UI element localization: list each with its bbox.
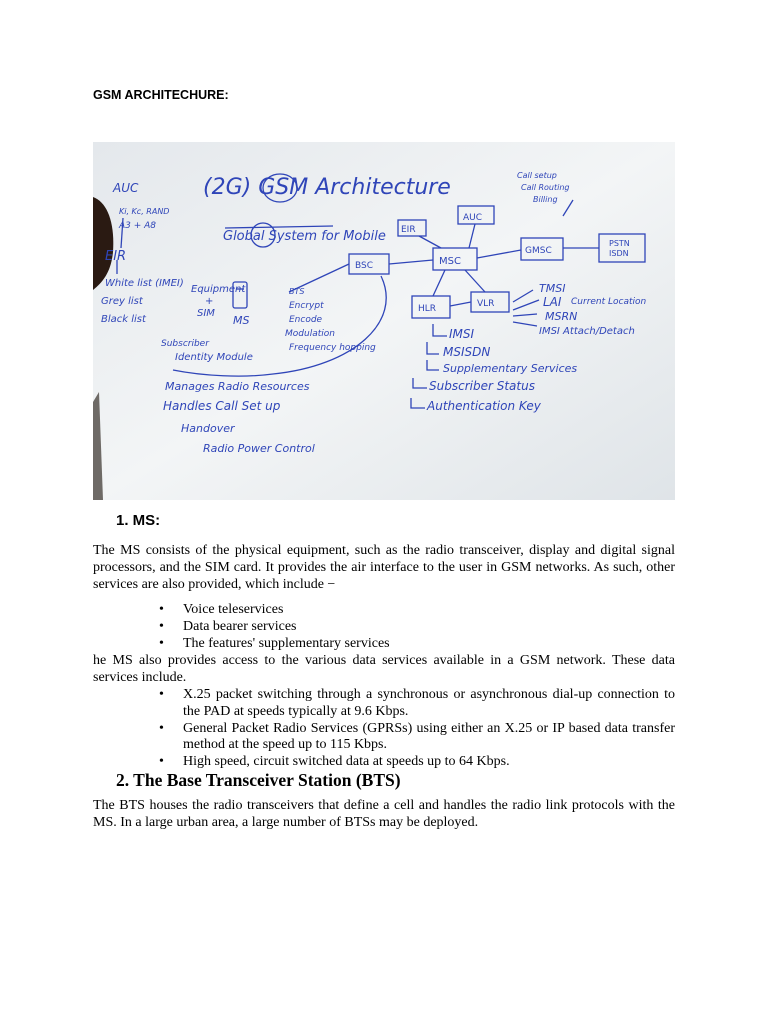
- bsc-note: Handover: [181, 422, 235, 435]
- hlr-note: IMSI: [449, 327, 475, 341]
- section1-paragraph: The MS consists of the physical equipment, such as the radio transceiver, display and digital signal processors, and the SIM card. It provides the air interface to the user in GSM networks. As such, other services are also provided, which include −: [93, 543, 675, 592]
- bts-note: Encrypt: [289, 301, 324, 311]
- msc-note: Call Routing: [521, 183, 570, 192]
- hlr-note: Authentication Key: [427, 399, 541, 413]
- list-item: • General Packet Radio Services (GPRSs) using either an X.25 or IP based data transfer method at the speed up to 115 Kbps.: [93, 721, 675, 755]
- bts-note: Encode: [289, 315, 323, 325]
- auc-note: A3 + A8: [119, 221, 157, 231]
- sim-note: Identity Module: [175, 352, 253, 363]
- equipment-note: SIM: [197, 308, 215, 319]
- vlr-note: LAI: [543, 295, 562, 309]
- document-title: GSM ARCHITECHURE:: [93, 88, 229, 102]
- eir-note: Grey list: [101, 296, 143, 307]
- eir-left-label: EIR: [105, 249, 127, 264]
- bsc-note: Handles Call Set up: [163, 399, 281, 413]
- auc-node: AUC: [463, 213, 483, 223]
- equipment-note: +: [205, 296, 214, 307]
- hlr-note: Supplementary Services: [443, 362, 578, 375]
- section2-heading: 2. The Base Transceiver Station (BTS): [116, 770, 401, 790]
- section1-bullet-list-2: [93, 687, 675, 771]
- board-subheading: Global System for Mobile: [223, 229, 386, 244]
- board-heading: (2G) GSM Architecture: [203, 175, 451, 200]
- hlr-node: HLR: [418, 304, 437, 314]
- msc-node: MSC: [439, 256, 461, 267]
- vlr-note: MSRN: [545, 310, 578, 323]
- hlr-note: MSISDN: [443, 345, 491, 359]
- msc-note: Call setup: [517, 171, 557, 180]
- bsc-node: BSC: [355, 261, 374, 271]
- eir-note: White list (IMEI): [105, 278, 184, 289]
- bsc-note: Radio Power Control: [203, 442, 315, 455]
- isdn-node: ISDN: [609, 249, 629, 258]
- section1-paragraph-2: he MS also provides access to the various data services available in a GSM network. These data services include.: [93, 653, 675, 685]
- list-item: • X.25 packet switching through a synchronous or asynchronous dial-up connection to the PAD at speeds typically at 9.6 Kbps.: [93, 687, 675, 721]
- list-item: • The features' supplementary services: [93, 636, 675, 653]
- equipment-note: Equipment: [191, 284, 246, 295]
- gmsc-node: GMSC: [525, 246, 552, 256]
- list-item: • Data bearer services: [93, 619, 675, 636]
- auc-note: Ki, Kc, RAND: [119, 207, 170, 216]
- bts-note: BTS: [289, 287, 305, 296]
- ms-label: MS: [233, 314, 250, 327]
- section1-heading: 1. MS:: [116, 512, 161, 529]
- bts-note: Frequency hopping: [289, 343, 376, 353]
- msc-note: Billing: [533, 195, 558, 204]
- eir-note: Black list: [101, 314, 146, 325]
- pstn-node: PSTN: [609, 239, 630, 248]
- whiteboard-photo: [93, 142, 675, 500]
- section2-paragraph: The BTS houses the radio transceivers that define a cell and handles the radio link protocols with the MS. In a large urban area, a large number of BTSs may be deployed.: [93, 798, 675, 830]
- hlr-note: Subscriber Status: [429, 379, 535, 393]
- bts-note: Modulation: [285, 329, 335, 339]
- vlr-node: VLR: [477, 299, 495, 309]
- vlr-note: IMSI Attach/Detach: [539, 326, 635, 337]
- sim-note: Subscriber: [161, 339, 209, 349]
- eir-node: EIR: [401, 225, 416, 235]
- list-item: • High speed, circuit switched data at speeds up to 64 Kbps.: [93, 754, 675, 771]
- section1-bullet-list: [93, 602, 675, 652]
- auc-left-label: AUC: [113, 181, 139, 195]
- vlr-note: TMSI: [539, 282, 566, 295]
- list-item: • Voice teleservices: [93, 602, 675, 619]
- bsc-note: Manages Radio Resources: [165, 380, 310, 393]
- vlr-note: Current Location: [571, 297, 647, 307]
